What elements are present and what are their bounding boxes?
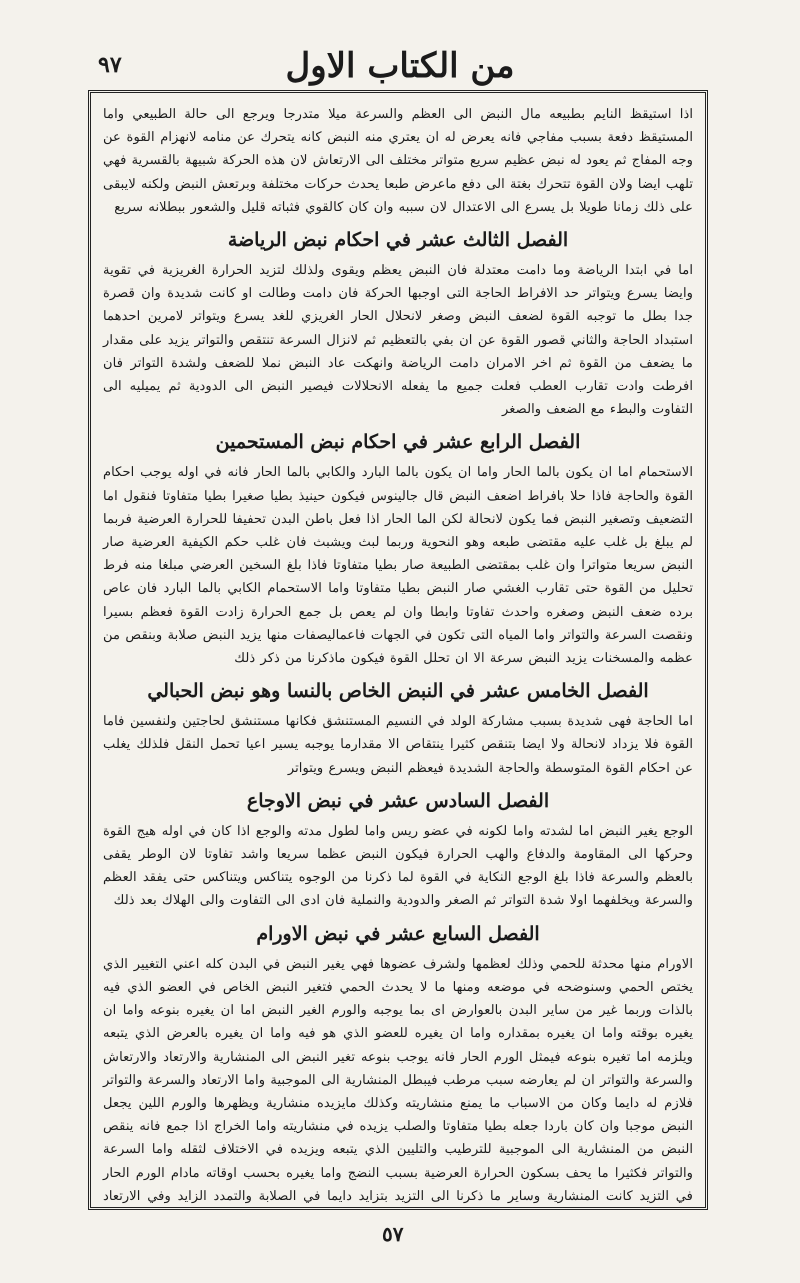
section-heading: الفصل الرابع عشر في احكام نبض المستحمين: [215, 431, 581, 454]
bottom-page-number: ٥٧: [382, 1222, 404, 1246]
section-text: الوجع يغير النبض اما لشدته واما لكونه في عضو ريس واما لطول مدته والوجع اذا كان في اوله هيج القوة وحركها الى المقاومة والدفاع والهب الحرارة فيكون النبض عظما سريعا واشد تفاوتا لان الوطر يقفى بالعظم والسرعة فاذا بلغ الوجع النكاية في القوة لما ذكرنا من الوجوه يتناكس ويتناكس حتى يفقد العظم والسرعة ويخلفهما اولا شدة التواتر ثم الصغر والدودية والنملية فان ادى الى التفاوت والى الهلاك بعد ذلك: [103, 823, 693, 909]
page-header: [70, 38, 730, 94]
top-page-number: ٩٧: [98, 52, 122, 78]
section-text: الاستحمام اما ان يكون بالما الحار واما ان يكون بالما البارد والكابي بالما الحار فانه في اوله يوجب احكام القوة والحاجة فاذا حلا بافراط اضعف النبض قال جالينوس فيكون حينيذ بطيا صغيرا بطيا متفاوتا فنقول اما التضعيف وتصغير النبض فما يكون لانحالة لكن الما الحار اذا فعل باطن البدن تحفيفا للحرارة العرضية فربما لم يبلغ بل غلب عليه مقتضى طبعه وهو النحوية وربما لبث ويشبث فان غلب حكم الكيفية العرضية صار النبض سريعا متواترا وان غلب بمقتضى الطبيعة صار بطيا متفاوتا فاذا بلغ السخين العرضي مبلغا منه فرط تحليل من القوة حتى تقارب الغشي صار النبض بطيا متفاوتا واما الاستحمام الكابي بالما البارد فان عاص برده ضعف النبض وصغره واحدث تفاوتا وابطا وان لم يعص بل جمع الحرارة زادت القوة فعظم بسيرا ونقصت السرعة والتواتر واما المياه التى تكون في الجهات فاعماليصفات منها يزيد النبض صلابة وبنقص من عظمه والمسخنات يزيد النبض سرعة الا ان تحلل القوة فيكون ماذكرنا من ذكر ذلك: [103, 465, 693, 667]
section-heading: الفصل السادس عشر في نبض الاوجاع: [246, 789, 550, 812]
section-text: اما في ابتدا الرياضة وما دامت معتدلة فان النبض يعظم ويقوى ولذلك لتزيد الحرارة الغريزية في تقوية وايضا يسرع ويتواتر حد الافراط الحاجة التى اوجبها الحركة فان دامت وطالت او كانت شديدة وان قصرة جدا بطل ما توجبه القوة لضعف النبض وصغر لانحلال الحار الغريزي للغد يسرع ويتواتر لامرين احدهما استبداد الحاجة والثاني قصور القوة عن ان بفي بالتعظيم ثم لانزال السرعة تنتقص والتواتر يزيد على مقدار ما يضعف من القوة ثم اخر الامران دامت الرياضة وانهكت عاد النبض نملا للضعف ولشدة التواتر فان افرطت وادت تقارب العطب فعلت جميع ما يفعله الانحلالات فيصير النبض الى الدودية ثم يميليه الى التفاوت والبطء مع الضعف والصغر: [103, 263, 693, 418]
running-title: من الكتاب الاول: [285, 46, 515, 86]
section-text: اما الحاجة فهى شديدة بسبب مشاركة الولد في النسيم المستنشق فكانها مستنشق لحاجتين ولنفسين فاما القوة فلا يزداد لانحالة ولا ايضا بتنقص كثيرا ينتقاص الا مقدارما يوجبه يسير اعيا تحمل النقل فلذلك يغلب عن احكام القوة المتوسطة والحاجة الشديدة فيعظم النبض ويسرع ويتواتر: [103, 714, 693, 776]
section-text: الاورام منها محدثة للحمي وذلك لعظمها ولشرف عضوها فهي يغير النبض في البدن كله اعني التغيير الذي يختص الحمي وسنوضحه في موضعه ومنها ما لا يحدث الحمي فتغير النبض الخاص في العضو الذي فيه بالذات وربما غير من ساير البدن بالعوارض اى بما يوجبه والورم الغير النبض اما ان يغيره بنوعه واما ان يغيره بوقته واما ان يغيره بمقداره واما ان يغيره للعضو الذي هو فيه واما ان يغيره بالعرض الذي يتبعه ويلزمه اما تغيره بنوعه فيمثل الورم الحار فانه يوجب بنوعه تغير النبض الى المنشارية والارتعاد والارتعاش والسرعة والتواتر ان لم يعارضه سبب مرطب فيبطل المنشارية الى الموجبية واما الارتعاد والسرعة والتواتر فلازم له دايما وكان من الاسباب ما يمنع منشاريته وكذلك مايزيده منشارية ويظهرها والورم اللين يجعل النبض موجبا وان كان باردا جعله بطيا متفاوتا والصلب يزيده في منشاريته واما الخراج اذا جمع فانه ينقص النبض من المنشارية الى الموجبية للترطيب والتليين الذي يتبعه ويزيده في الاختلاف لثقله واما السرعة والتواتر فكثيرا ما يحف بسكون الحرارة العرضية بسبب النضج واما يغيره بحسب اوقاته مادام الورم الحار في التزيد كانت المنشارية وساير ما ذكرنا الى التزيد بتزايد دايما في الصلابة والتمدد الزايد وفي الارتعاد: [103, 956, 693, 1204]
section-heading: الفصل الثالث عشر في احكام نبض الرياضة: [227, 229, 569, 252]
section-heading: الفصل السابع عشر في نبض الاورام: [256, 922, 540, 945]
text-frame: [88, 90, 708, 1210]
intro-paragraph: اذا استيقظ النايم بطبيعه مال النبض الى العظم والسرعة ميلا متدرجا ويرجع الى حالة الطبيعي واما المستيقظ دفعة بسبب مفاجي فانه يعرض له ان يعتري منه النبض كانه يتحرك عن منامه لانهزام القوة عن وجه المفاج ثم يعود له نبض عظيم سريع متواتر مختلف الى الارتعاش لان هذه الحركة شبيهة بالقسرية فهي تلهب ايضا ولان القوة تتحرك بغتة الى دفع ماعرض طبعا يحدث حركات مختلفة وبرتعش النبض ولكنه لايبقى على ذلك زمانا طويلا بل يسرع الى الاعتدال لان سببه وان كان كالقوي فثباته قليل والشعور ببطلانه سريع: [103, 107, 693, 215]
section-heading: الفصل الخامس عشر في النبض الخاص بالنسا وهو نبض الحبالي: [147, 680, 649, 703]
